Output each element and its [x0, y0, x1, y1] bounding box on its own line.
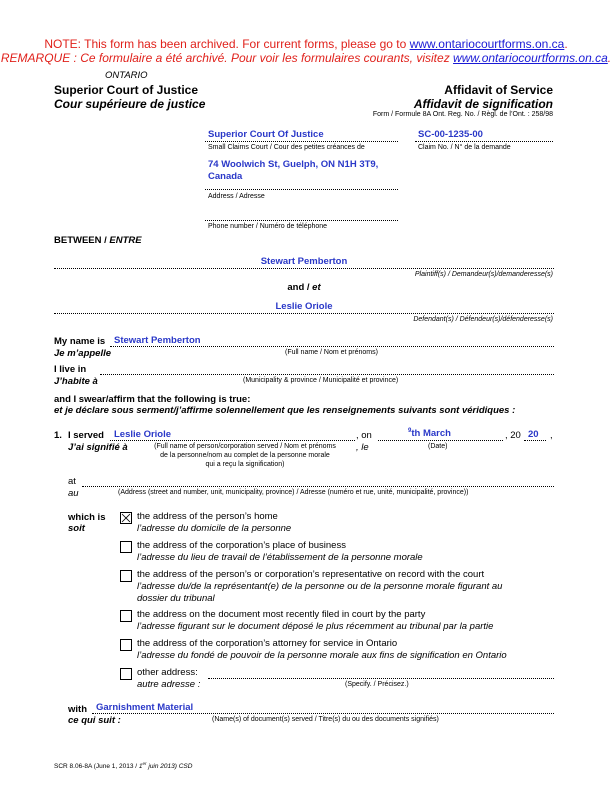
option-representative-fr2: dossier du tribunal — [137, 593, 215, 604]
date-value: th March — [411, 428, 451, 440]
year-end: , — [550, 430, 553, 441]
served-person-hint — [140, 442, 350, 469]
option-filed-document-text — [137, 609, 493, 633]
date-field[interactable] — [408, 428, 451, 439]
date-sup: 9 — [408, 428, 412, 434]
at-label: at — [68, 476, 76, 487]
other-address-hint: (Specify. / Précisez.) — [345, 681, 409, 688]
on-label: , on — [356, 430, 372, 441]
option-attorney-text — [137, 638, 507, 662]
served-hint-2: de la personne/nom au complet de la personne morale — [160, 452, 330, 459]
served-hint-3: qui a reçu la signification) — [205, 461, 285, 468]
defendant-line — [54, 313, 554, 314]
claim-no-label: Claim No. / N° de la demande — [418, 144, 511, 151]
notice-en-text: NOTE: This form has been archived. For current forms, please go to — [44, 37, 410, 51]
and-en: and / — [287, 282, 313, 293]
notice-en-link[interactable]: www.ontariocourtforms.on.ca — [409, 37, 565, 51]
my-name-line — [110, 346, 554, 347]
with-label: with — [68, 704, 87, 715]
option-other-text — [137, 667, 200, 691]
court-name-label: Small Claims Court / Cour des petites créances de — [208, 144, 365, 151]
option-home-checkbox[interactable] — [120, 512, 132, 524]
year-line — [524, 440, 546, 441]
court-title-fr: Cour supérieure de justice — [54, 97, 206, 111]
court-phone-line — [205, 220, 398, 221]
option-business-checkbox[interactable] — [120, 541, 132, 553]
court-name-line — [205, 141, 398, 142]
court-address-label: Address / Adresse — [208, 193, 265, 200]
year-field[interactable]: 20 — [528, 429, 539, 440]
claim-no-field[interactable]: SC-00-1235-00 — [418, 129, 483, 140]
notice-fr-end: . — [607, 51, 612, 65]
documents-served-line — [92, 713, 554, 714]
form-reference: Form / Formule 8A Ont. Reg. No. / Règl. de l’Ont. : 258/98 — [372, 111, 553, 118]
court-address-line1[interactable]: 74 Woolwich St, Guelph, ON N1H 3T9, — [208, 159, 379, 170]
option-filed-document-fr: l’adresse figurant sur le document déposé le plus récemment au tribunal par la partie — [137, 621, 494, 632]
served-label: I served — [68, 430, 104, 441]
swear-statement-fr: et je déclare sous serment/j’affirme solennellement que les renseignements suivants sont véridiques : — [54, 405, 516, 416]
live-in-label: I live in — [54, 364, 87, 375]
option-representative-en: the address of the person’s or corporation’s representative on record with the court — [137, 569, 485, 580]
option-home-en: the address of the person’s home — [137, 511, 278, 522]
option-filed-document-checkbox[interactable] — [120, 610, 132, 622]
other-address-line — [208, 678, 554, 679]
option-representative-fr: l’adresse du/de la représentant(e) de la personne ou de la personne morale figurant au — [137, 581, 503, 592]
and-fr: et — [312, 282, 321, 293]
court-address-line2[interactable]: Canada — [208, 171, 243, 182]
footer-ref-c: juin 2013) CSD — [146, 763, 193, 771]
option-business-text — [137, 540, 423, 564]
form-footer-ref — [54, 761, 192, 770]
option-other-checkbox[interactable] — [120, 668, 132, 680]
defendant-label: Defendant(s) / Défendeur(s)/défenderesse(s) — [413, 316, 553, 323]
on-label-fr: , le — [356, 442, 369, 453]
court-phone-label: Phone number / Numéro de téléphone — [208, 223, 328, 230]
my-name-label-fr: Je m’appelle — [54, 348, 112, 359]
served-person-line — [110, 440, 355, 441]
swear-statement-en: and I swear/affirm that the following is true: — [54, 394, 251, 405]
option-business-en: the address of the corporation’s place of business — [137, 540, 346, 551]
served-hint-1: (Full name of person/corporation served / Nom et prénoms — [154, 443, 336, 450]
between-fr: ENTRE — [109, 235, 142, 246]
archive-notice-en — [0, 37, 612, 51]
option-other-en: other address: — [137, 667, 198, 678]
notice-fr-link[interactable]: www.ontariocourtforms.on.ca — [453, 51, 608, 65]
item-number: 1. — [54, 430, 62, 441]
and-label — [54, 282, 554, 293]
served-label-fr: J’ai signifié à — [68, 442, 128, 453]
between-en: BETWEEN / — [54, 235, 110, 246]
documents-served-field[interactable]: Garnishment Material — [96, 702, 194, 713]
form-title-en: Affidavit of Service — [444, 83, 553, 97]
claim-no-line — [415, 141, 553, 142]
option-attorney-checkbox[interactable] — [120, 639, 132, 651]
my-name-hint: (Full name / Nom et prénoms) — [285, 349, 378, 356]
option-business-fr: l’adresse du lieu de travail de l’établissement de la personne morale — [137, 552, 423, 563]
live-in-hint: (Municipality & province / Municipalité et province) — [243, 377, 399, 384]
option-other-fr: autre adresse : — [137, 679, 201, 690]
notice-fr-text: REMARQUE : Ce formulaire a été archivé. Pour voir les formulaires courants, visitez — [0, 51, 454, 65]
plaintiff-line — [54, 268, 554, 269]
my-name-label: My name is — [54, 336, 106, 347]
at-label-fr: au — [68, 488, 79, 499]
between-label — [54, 235, 142, 246]
live-in-line — [100, 374, 554, 375]
footer-ref-a: SCR 8.06-8A (June 1, 2013 / — [54, 763, 139, 771]
court-name-field[interactable]: Superior Court Of Justice — [208, 129, 324, 140]
footer-ref-sup: er — [142, 761, 147, 766]
option-home-fr: l’adresse du domicile de la personne — [137, 523, 292, 534]
province-label: ONTARIO — [105, 70, 148, 81]
defendant-field[interactable]: Leslie Oriole — [275, 301, 333, 312]
option-home-text — [137, 511, 291, 535]
which-is-label: which is — [68, 512, 106, 523]
service-address-hint: (Address (street and number, unit, municipality, province) / Adresse (numéro et rue, unité, municipalité, province)) — [118, 489, 469, 496]
court-address-line — [205, 189, 398, 190]
option-representative-text — [137, 569, 502, 605]
documents-served-hint: (Name(s) of document(s) served / Titre(s) du ou des documents signifiés) — [212, 716, 439, 723]
served-person-field[interactable]: Leslie Oriole — [114, 429, 172, 440]
archive-notice-fr — [0, 51, 612, 65]
option-representative-checkbox[interactable] — [120, 570, 132, 582]
date-line — [378, 440, 503, 441]
footer-ref-b: 1 — [138, 763, 143, 771]
live-in-label-fr: J’habite à — [54, 376, 98, 387]
which-is-label-fr: soit — [68, 523, 85, 534]
option-attorney-fr: l’adresse du fondé de pouvoir de la personne morale aux fins de signification en Ontario — [137, 650, 507, 661]
plaintiff-field[interactable]: Stewart Pemberton — [260, 256, 348, 267]
x-check-icon — [121, 513, 131, 523]
plaintiff-label: Plaintiff(s) / Demandeur(s)/demanderesse(s) — [414, 271, 553, 278]
court-title-en: Superior Court of Justice — [54, 83, 199, 97]
date-hint: (Date) — [428, 443, 448, 450]
option-filed-document-en: the address on the document most recently filed in court by the party — [137, 609, 426, 620]
notice-en-end: . — [564, 37, 568, 51]
year-prefix: , 20 — [505, 430, 521, 441]
form-title-fr: Affidavit de signification — [413, 97, 553, 111]
my-name-field[interactable]: Stewart Pemberton — [114, 335, 201, 346]
service-address-line — [82, 486, 554, 487]
with-label-fr: ce qui suit : — [68, 715, 121, 726]
option-attorney-en: the address of the corporation’s attorney for service in Ontario — [137, 638, 398, 649]
